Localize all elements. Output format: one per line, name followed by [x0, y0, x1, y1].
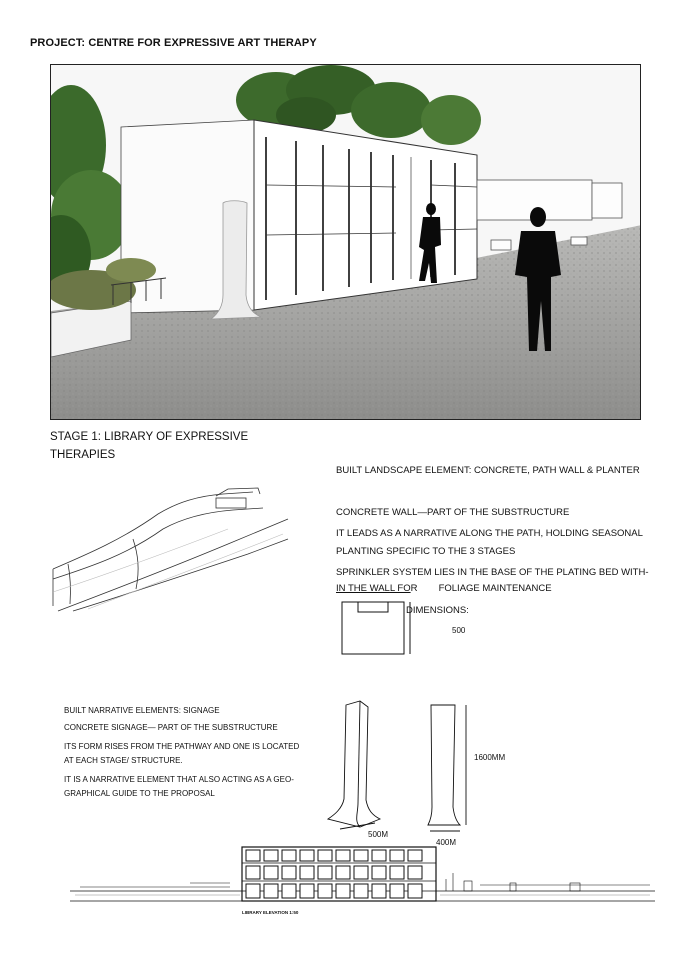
landscape-line-1: CONCRETE WALL—PART OF THE SUBSTRUCTURE: [336, 507, 570, 518]
stage-heading: STAGE 1: LIBRARY OF EXPRESSIVE THERAPIES: [50, 431, 249, 461]
landscape-line-3a: SPRINKLER SYSTEM LIES IN THE BASE OF THE PLATING BED WITH-: [336, 567, 649, 578]
landscape-line-2b: PLANTING SPECIFIC TO THE 3 STAGES: [336, 546, 516, 557]
signage-line-3a: IT IS A NARRATIVE ELEMENT THAT ALSO ACTING AS A GEO-: [64, 775, 294, 784]
signage-drawings: [320, 695, 480, 845]
render-drawing: [51, 65, 641, 420]
signage-line-2b: AT EACH STAGE/ STRUCTURE.: [64, 756, 183, 765]
signage-dim-height: 1600MM: [474, 753, 506, 762]
page-title: PROJECT: CENTRE FOR EXPRESSIVE ART THERAPY: [30, 37, 317, 49]
landscape-heading: BUILT LANDSCAPE ELEMENT: CONCRETE, PATH WALL & PLANTER: [336, 465, 640, 476]
landscape-line-3b: [336, 582, 552, 596]
path-wall-sketch: [48, 474, 293, 614]
signage-dim-side: 400M: [436, 838, 457, 847]
signage-heading: BUILT NARRATIVE ELEMENTS: SIGNAGE: [64, 706, 220, 715]
signage-line-3b: GRAPHICAL GUIDE TO THE PROPOSAL: [64, 789, 215, 798]
signage-block: [64, 706, 299, 801]
signage-line-1: CONCRETE SIGNAGE— PART OF THE SUBSTRUCTURE: [64, 723, 278, 732]
elevation-label: LIBRARY ELEVATION 1:50: [242, 910, 299, 915]
landscape-line-3b-underlined: IN THE WALL FO: [336, 583, 411, 594]
dimensions-label: DIMENSIONS:: [406, 605, 469, 616]
planter-section-drawing: [338, 598, 418, 658]
signage-dim-front: 500M: [368, 830, 389, 839]
library-elevation-drawing: [70, 843, 655, 905]
planter-dim-value: 500: [452, 626, 466, 635]
landscape-line-2a: IT LEADS AS A NARRATIVE ALONG THE PATH, HOLDING SEASONAL: [336, 528, 643, 539]
signage-line-2a: ITS FORM RISES FROM THE PATHWAY AND ONE IS LOCATED: [64, 742, 300, 751]
perspective-render: [50, 64, 641, 420]
landscape-line-3b-rest: R FOLIAGE MAINTENANCE: [410, 583, 552, 594]
